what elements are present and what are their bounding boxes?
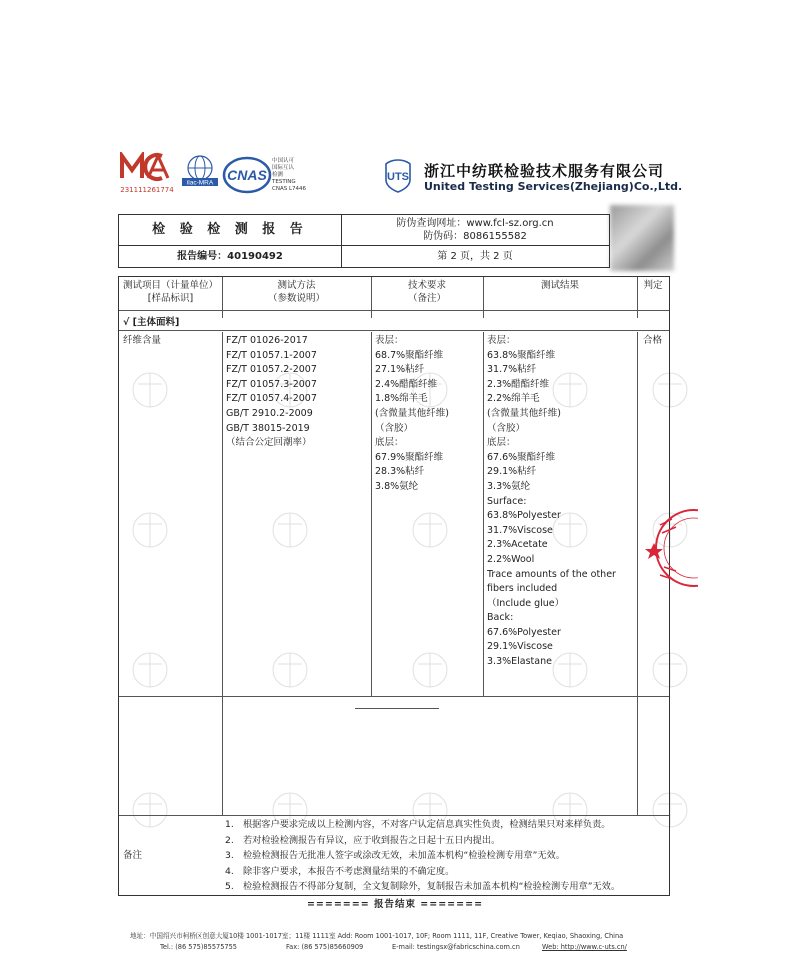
requirement-line: 67.9%聚酯纤维 [375,451,444,463]
cma-logo [118,152,176,198]
remark-number: 2. [225,834,234,846]
header-method: 测试方法 （参数说明） [267,280,325,304]
result-line: 3.3%Elastane [487,656,552,668]
method-line: GB/T 2910.2-2009 [226,407,313,419]
method-line: FZ/T 01057.2-2007 [226,364,317,376]
header-judgement: 判定 [643,280,663,291]
method-line: FZ/T 01057.3-2007 [226,378,317,390]
result-line: 表层： [487,335,516,346]
remark-item [225,817,620,833]
header-item: 测试项目（计量单位） [样品标识] [122,280,218,304]
requirement-line: (含微量其他纤维) [375,407,449,419]
result-line: 2.3%Acetate [487,539,548,551]
method-line: GB/T 38015-2019 [226,422,310,434]
result-line: 67.6%聚酯纤维 [487,451,556,463]
cnas-logo [222,154,272,196]
verify-url: 防伪查询网址：www.fcl-sz.org.cn [396,218,554,229]
header-result: 测试结果 [540,280,579,291]
requirement-line: 27.1%粘纤 [375,364,425,376]
footer-address: 地址：中国绍兴市柯桥区创意大厦10楼 1001-1017室；11楼 1111室 Add: Room 1001-1017, 10F; Room 1111, 11F, Creative Tower, Keqiao, Shaoxing, China [130,932,624,940]
company-name-en: United Testing Services(Zhejiang)Co.,Ltd. [424,180,683,193]
footer-fax: Fax: (86 575)85660909 [286,943,364,951]
requirements-column [375,334,449,495]
report-end-marker: ======= 报告结束 ======= [306,899,484,910]
result-line: 31.7%粘纤 [487,364,537,376]
redacted-qr-code [610,205,674,271]
result-line: 底层： [487,437,516,449]
uts-logo-icon [380,158,416,194]
section-label: √ [主体面料] [123,317,180,328]
footer-email[interactable]: E-mail: testingsx@fabricschina.com.cn [392,943,520,951]
remark-item [225,848,620,864]
result-line: 29.1%Viscose [487,641,553,653]
result-line: 2.2%Wool [487,553,535,565]
result-line: (含微量其他纤维) [487,407,561,419]
remark-item [225,833,620,849]
remark-text: 检验检测报告不得部分复制，全文复制除外，复制报告未加盖本机构“检验检测专用章”无效。 [243,881,621,893]
method-line: （结合公定回潮率） [226,437,312,449]
report-number: 报告编号：40190492 [177,251,283,262]
remark-item [225,879,620,895]
company-name-cn: 浙江中纺联检验技术服务有限公司 [424,162,665,180]
report-title-box [118,214,610,268]
result-line: fibers included [487,583,558,595]
requirement-line: 2.4%醋酯纤维 [375,378,438,390]
svg-text:CNAS: CNAS [227,167,267,183]
result-line: 2.2%绵羊毛 [487,393,540,405]
result-line: （Include glue） [487,597,565,609]
header-requirement: 技术要求 （备注） [407,280,446,304]
test-item: 纤维含量 [123,335,162,346]
result-line: 67.6%Polyester [487,626,561,638]
remark-text: 根据客户要求完成以上检测内容，不对客户认定信息真实性负责，检测结果只对来样负责。 [243,819,611,830]
test-results-table [118,276,670,896]
remark-number: 1. [225,819,234,830]
remark-number: 3. [225,850,234,862]
result-line: 2.3%醋酯纤维 [487,378,550,390]
remark-text: 若对检验检测报告有异议，应于收到报告之日起十五日内提出。 [243,834,501,846]
result-line: 63.8%聚酯纤维 [487,349,556,361]
method-line: FZ/T 01057.1-2007 [226,349,317,361]
requirement-line: 68.7%聚酯纤维 [375,349,444,361]
result-line: Trace amounts of the other [487,568,616,580]
result-line: （含胶） [487,422,526,434]
footer-tel: Tel.: (86 575)85575755 [160,943,237,951]
result-line: 31.7%Viscose [487,524,553,536]
result-line: Surface: [487,495,527,507]
requirement-line: （含胶） [375,422,414,434]
remark-number: 4. [225,865,234,877]
verify-code: 防伪码：8086155582 [423,231,527,242]
cnas-mark-icon [222,154,272,196]
svg-text:UTS: UTS [387,171,409,183]
methods-column [226,334,317,451]
page-indicator: 第 2 页，共 2 页 [437,251,513,262]
cnas-caption: 中国认可 国际互认 检测 TESTING CNAS L7446 [272,158,307,192]
judgement-value: 合格 [643,335,663,346]
svg-text:ilac-MRA: ilac-MRA [186,179,214,187]
method-line: FZ/T 01026-2017 [226,335,308,346]
result-line: 29.1%粘纤 [487,466,537,478]
results-column [487,334,616,670]
remarks-list [225,817,620,895]
requirement-line: 1.8%绵羊毛 [375,393,428,405]
inspection-stamp-icon [642,505,698,591]
remarks-label: 备注 [123,850,143,861]
report-title: 检 验 检 测 报 告 [152,222,308,237]
requirement-line: 28.3%粘纤 [375,466,425,478]
requirement-line: 3.8%氨纶 [375,480,419,492]
remark-text: 除非客户要求，本报告不考虑测量结果的不确定度。 [243,865,455,877]
ilac-globe-icon [180,152,220,196]
ilac-mra-logo [180,152,220,196]
requirement-line: 底层： [375,437,404,449]
method-line: FZ/T 01057.4-2007 [226,393,317,405]
footer-web-link[interactable]: Web: http://www.c-uts.cn/ [542,943,627,951]
remark-number: 5. [225,881,234,893]
cma-mark-icon [118,152,176,182]
cma-number: 231111261774 [120,186,174,194]
requirement-line: 表层： [375,335,404,346]
remark-text: 检验检测报告无批准人签字或涂改无效，未加盖本机构“检验检测专用章”无效。 [243,850,565,862]
result-line: Back: [487,612,514,624]
remark-item [225,864,620,880]
result-line: 63.8%Polyester [487,510,561,522]
result-line: 3.3%氨纶 [487,480,531,492]
